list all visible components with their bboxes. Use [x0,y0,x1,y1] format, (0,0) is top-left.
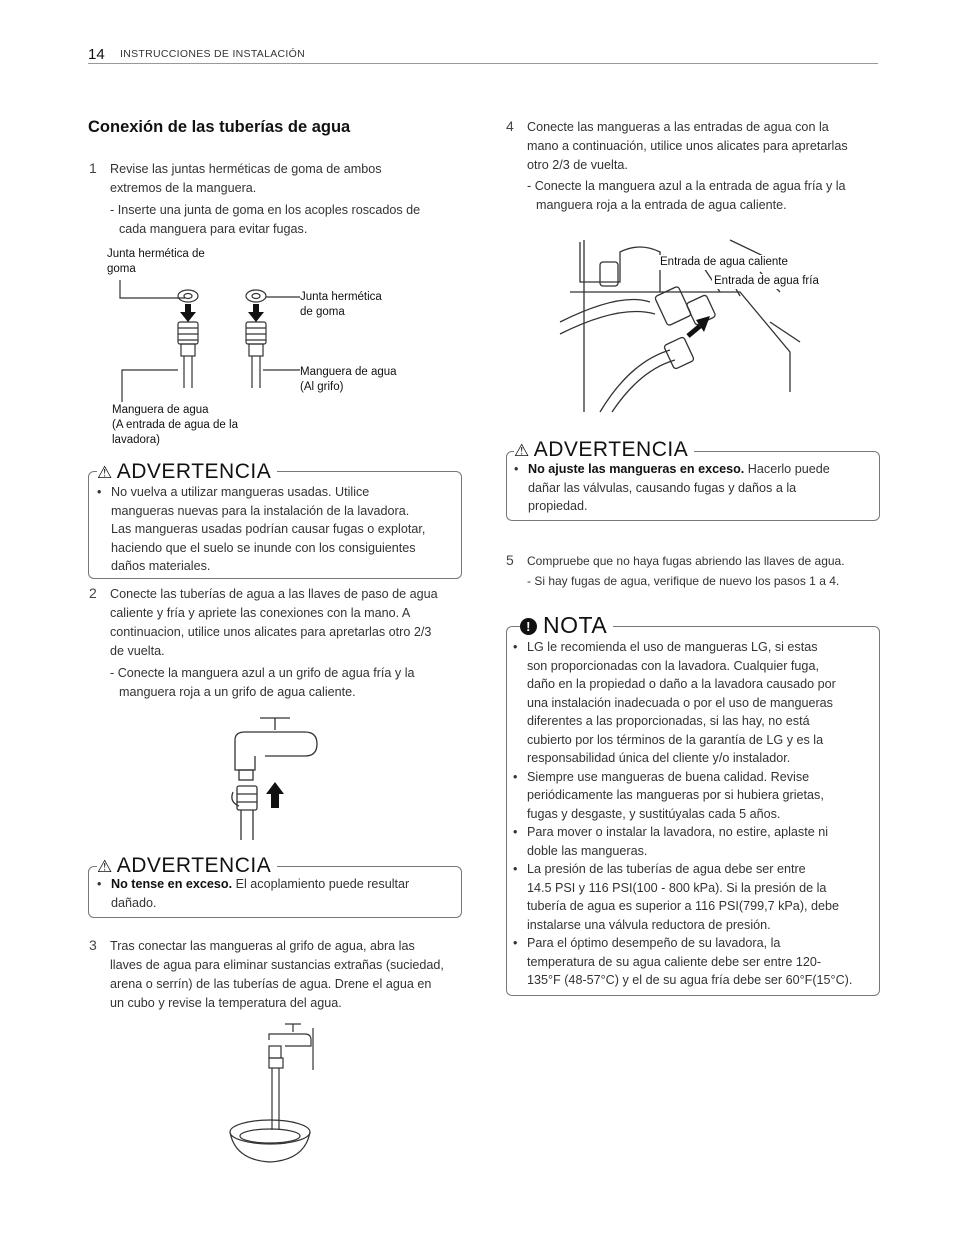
step-3-number: 3 [89,937,97,953]
warning-line: dañado. [111,895,157,910]
step-1-sub: - Inserte una junta de goma en los acoples roscados de [110,203,421,217]
list-item: • Para el óptimo desempeño de su lavadora, la temperatura de su agua caliente debe ser entre 120- 135°F (48-57°C) y el de su agua fría debe ser 60°F(15°C). [513,934,875,990]
warning-line: mangueras nuevas para la instalación de la lavadora. [111,503,410,518]
page-number: 14 [88,46,105,63]
step-1-number: 1 [89,160,97,176]
step-4-sub: manguera roja a la entrada de agua caliente. [536,198,787,212]
step-4-line: mano a continuación, utilice unos alicates para apretarlas [527,139,848,153]
faucet-hose-illustration [225,710,325,845]
warning-title-1 [97,460,277,484]
step-2-line: continuacion, utilice unos alicates para apretarlas otro 2/3 [110,625,432,639]
note-line: temperatura de su agua caliente debe ser entre 120- [527,954,822,969]
running-header: INSTRUCCIONES DE INSTALACIÓN [120,48,305,60]
fig4-label-cold: Entrada de agua fría [714,275,819,287]
step-1-sub: cada manguera para evitar fugas. [119,222,308,236]
note-line: son proporcionadas con la lavadora. Cualquier fuga, [527,658,819,673]
note-line: La presión de las tuberías de agua debe ser entre [527,862,806,876]
step-2-line: de vuelta. [110,644,165,658]
step-5-text [527,552,845,591]
label-line: (A entrada de agua de la [112,419,238,431]
note-list [513,638,875,990]
label-line: Junta hermética de [107,248,205,260]
step-2-line: caliente y fría y apriete las conexiones con la mano. A [110,606,411,620]
list-item: • LG le recomienda el uso de mangueras LG, si estas son proporcionadas con la lavadora. Cualquier fuga, daño en la propiedad o daño a la lavadora causado por una instalación inadecuada o por el uso de mangueras diferentes a las proporcionadas, si las hay, no está cubierto por los términos de la garantía de LG y es la responsabilidad única del cliente y/o instalador. [513,638,875,768]
step-3-line: arena o serrín) de las tuberías de agua. Drene el agua en [110,977,432,991]
list-item: • No tense en exceso. El acoplamiento puede resultar dañado. [97,875,455,912]
list-item: • Para mover o instalar la lavadora, no estire, aplaste ni doble las mangueras. [513,823,875,860]
step-4-line: Conecte las mangueras a las entradas de agua con la [527,120,829,134]
step-2-sub: manguera roja a un grifo de agua caliente. [119,685,356,699]
label-line: goma [107,263,136,275]
warning-line: daños materiales. [111,559,211,573]
fig4-label-hot: Entrada de agua caliente [660,256,788,268]
warning-title-text: ADVERTENCIA [116,460,272,483]
warning-triangle-icon: ⚠ [97,463,113,482]
note-line: doble las mangueras. [527,843,648,858]
step-2-number: 2 [89,585,97,601]
step-2-line: Conecte las tuberías de agua a las llaves de paso de agua [110,587,438,601]
warning-text: El acoplamiento puede resultar [232,877,410,891]
list-item: • No ajuste las mangueras en exceso. Hacerlo puede dañar las válvulas, causando fugas y daños a la propiedad. [514,460,872,516]
step-5-number: 5 [506,552,514,568]
warning-title-text: ADVERTENCIA [533,438,689,461]
note-line: tubería de agua es superior a 116 PSI(799,7 kPa), debe [527,899,840,913]
step-3-line: Tras conectar las mangueras al grifo de agua, abra las [110,939,415,953]
step-4-text [527,118,848,215]
note-line: periódicamente las mangueras por si hubiera grietas, [527,788,824,802]
label-line: de goma [300,306,345,318]
warning-title-3 [514,438,694,462]
label-line: Manguera de agua [112,404,209,416]
fig1-label-hose-left [112,403,238,448]
list-item: • No vuelva a utilizar mangueras usadas. Utilice mangueras nuevas para la instalación de la lavadora. Las mangueras usadas podrían causar fugas o explotar, haciendo que el suelo se inunde con los consiguientes daños materiales. [97,483,455,576]
note-line: responsabilidad única del cliente y/o instalador. [527,751,791,765]
warning-3-list [514,460,872,516]
list-item: • La presión de las tuberías de agua debe ser entre 14.5 PSI y 116 PSI(100 - 800 kPa). Si la presión de la tubería de agua es superior a 116 PSI(799,7 kPa), debe instalarse una válvula reductora de presión. [513,860,875,934]
note-line: fugas y desgaste, y sustitúyalas cada 5 años. [527,806,781,821]
note-line: 14.5 PSI y 116 PSI(100 - 800 kPa). Si la presión de la [527,880,827,895]
warning-bold: No ajuste las mangueras en exceso. [528,462,745,476]
label-line: Manguera de agua [300,366,397,378]
note-title [520,612,613,639]
step-1-line: extremos de la manguera. [110,181,257,195]
section-title: Conexión de las tuberías de agua [88,118,351,136]
step-2-text [110,585,438,702]
note-line: cubierto por los términos de la garantía de LG y es la [527,732,824,747]
warning-line: propiedad. [528,499,588,513]
note-line: LG le recomienda el uso de mangueras LG, si estas [527,640,818,654]
note-line: instalarse una válvula reductora de presión. [527,917,771,932]
step-3-text [110,937,444,1013]
step-5-sub: - Si hay fugas de agua, verifique de nuevo los pasos 1 a 4. [527,574,840,588]
note-line: diferentes a las proporcionadas, si las hay, no está [527,714,810,728]
warning-1-list [97,483,455,576]
hose-gasket-illustration [100,270,320,405]
warning-text: Hacerlo puede [744,462,830,476]
label-line: lavadora) [112,434,160,446]
warning-triangle-icon: ⚠ [514,441,530,460]
list-item: • Siempre use mangueras de buena calidad. Revise periódicamente las mangueras por si hubiera grietas, fugas y desgaste, y sustitúyalas cada 5 años. [513,768,875,824]
header-rule [88,63,878,64]
label-line: (Al grifo) [300,381,344,393]
step-4-sub: - Conecte la manguera azul a la entrada de agua fría y la [527,179,846,193]
warning-2-list [97,875,455,912]
step-3-line: un cubo y revise la temperatura del agua. [110,996,342,1010]
warning-title-text: ADVERTENCIA [116,854,272,877]
step-5-line: Compruebe que no haya fugas abriendo las llaves de agua. [527,554,845,568]
step-4-number: 4 [506,118,514,134]
note-line: daño en la propiedad o daño a la lavadora causado por [527,677,836,691]
step-3-line: llaves de agua para eliminar sustancias extrañas (suciedad, [110,958,444,972]
label-line: Junta hermética [300,291,382,303]
step-2-sub: - Conecte la manguera azul a un grifo de agua fría y la [110,666,415,680]
info-exclamation-icon: ! [520,618,537,635]
note-line: una instalación inadecuada o por el uso de mangueras [527,695,833,710]
note-title-text: NOTA [543,612,608,638]
note-line: Siempre use mangueras de buena calidad. Revise [527,769,810,784]
warning-bold: No tense en exceso. [111,877,233,891]
warning-triangle-icon: ⚠ [97,857,113,876]
warning-line: No vuelva a utilizar mangueras usadas. Utilice [111,485,370,499]
warning-line: Las mangueras usadas podrían causar fugas o explotar, [111,522,426,536]
step-1-text [110,160,420,239]
warning-line: haciendo que el suelo se inunde con los consiguientes [111,540,416,555]
note-line: Para el óptimo desempeño de su lavadora, la [527,936,781,950]
note-line: Para mover o instalar la lavadora, no estire, aplaste ni [527,825,829,839]
note-line: 135°F (48-57°C) y el de su agua fría debe ser 60°F(15°C). [527,973,853,987]
warning-line: dañar las válvulas, causando fugas y daños a la [528,480,797,495]
bucket-drain-illustration [225,1020,325,1170]
step-4-line: otro 2/3 de vuelta. [527,158,628,172]
step-1-line: Revise las juntas herméticas de goma de ambos [110,162,382,176]
